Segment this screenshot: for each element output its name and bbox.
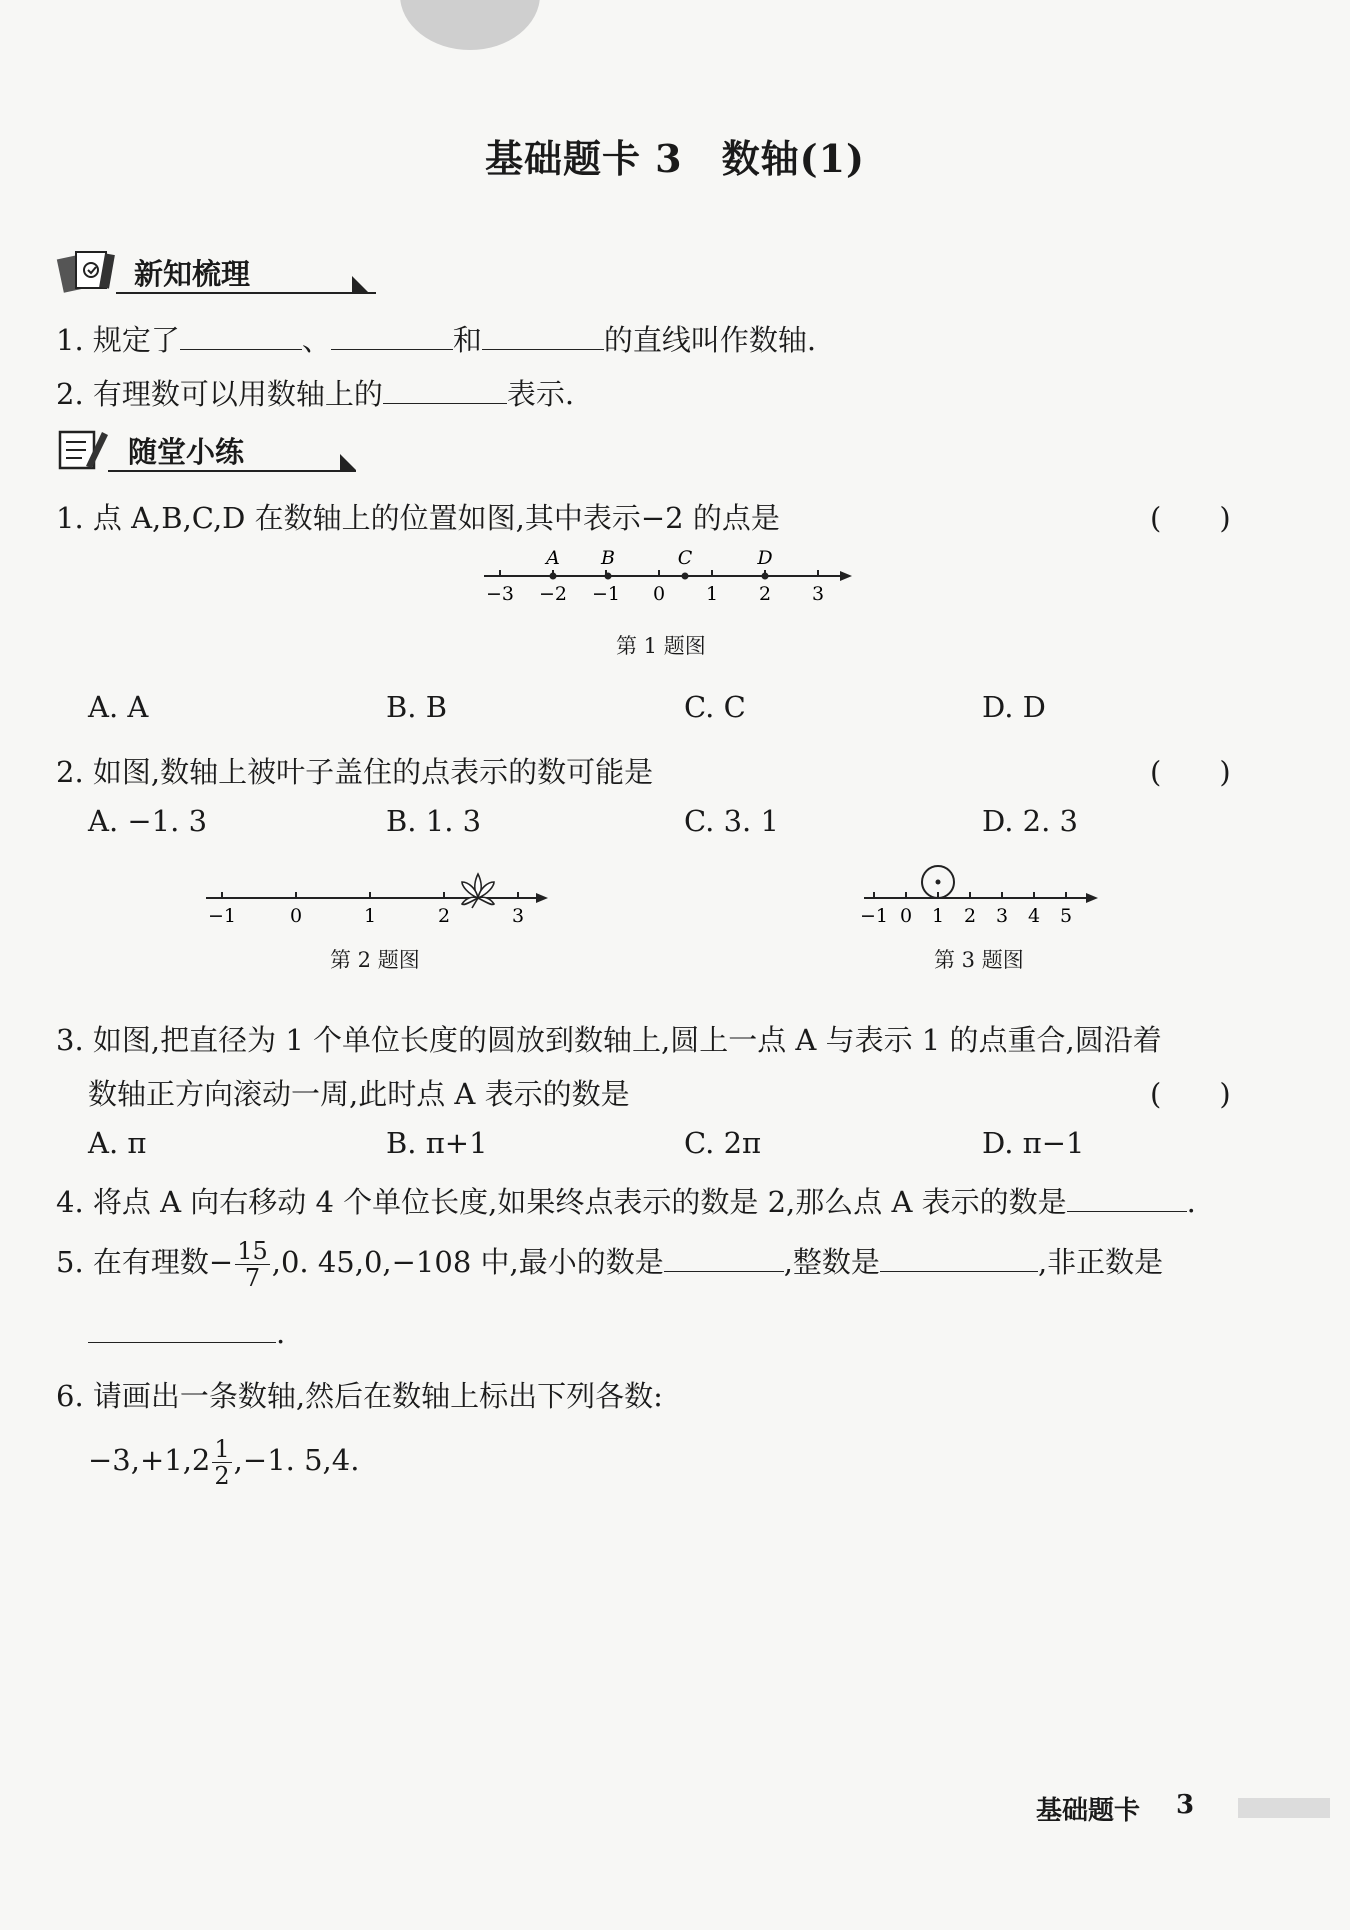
option-a[interactable]: A. π — [88, 1126, 147, 1160]
option-d[interactable]: D. 2. 3 — [982, 804, 1078, 838]
answer-parentheses[interactable]: ( ) — [1150, 755, 1231, 789]
number-line-figure-3 — [860, 852, 1100, 932]
tick-label: 2 — [758, 583, 772, 605]
section-label: 随堂小练 — [128, 435, 245, 469]
option-b[interactable]: B. π+1 — [386, 1126, 488, 1160]
section-triangle — [340, 454, 356, 470]
axis-arrow — [1086, 893, 1098, 903]
option-d[interactable]: D. π−1 — [982, 1126, 1085, 1160]
point-b — [605, 573, 612, 580]
answer-parentheses[interactable]: ( ) — [1150, 1077, 1231, 1111]
axis-arrow — [536, 893, 548, 903]
figure-caption: 第 2 题图 — [330, 948, 420, 972]
number-line-figure-1 — [478, 546, 858, 608]
cards-icon — [56, 248, 118, 294]
footer-label: 基础题卡 — [1036, 1796, 1141, 1826]
tick-label: −1 — [207, 905, 237, 927]
point-label: A — [546, 547, 560, 569]
section-underline — [116, 292, 376, 294]
tick-label: 0 — [289, 905, 303, 927]
point-label: D — [757, 547, 773, 569]
section-header-new-knowledge — [56, 246, 326, 298]
answer-blank-nonpositive[interactable] — [88, 1312, 276, 1343]
question-5-text-line-2: . — [88, 1312, 285, 1350]
point-c — [682, 573, 689, 580]
tick-label: 1 — [363, 905, 377, 927]
answer-blank[interactable] — [1067, 1181, 1187, 1212]
tick-label: −1 — [860, 905, 889, 927]
axis-arrow — [840, 571, 852, 581]
answer-blank[interactable] — [331, 319, 453, 350]
answer-parentheses[interactable]: ( ) — [1150, 501, 1231, 535]
question-2-text: 2. 如图,数轴上被叶子盖住的点表示的数可能是 — [56, 755, 654, 789]
tick-label: 0 — [899, 905, 913, 927]
answer-blank-smallest[interactable] — [664, 1241, 784, 1272]
tick-label: −1 — [591, 583, 621, 605]
option-c[interactable]: C. 2π — [684, 1126, 762, 1160]
tick-label: −2 — [538, 583, 568, 605]
footer-bar — [1238, 1798, 1330, 1818]
option-c[interactable]: C. C — [684, 690, 746, 724]
option-d[interactable]: D. D — [982, 690, 1046, 724]
option-c[interactable]: C. 3. 1 — [684, 804, 779, 838]
tick-label: 2 — [437, 905, 451, 927]
question-3-text-line-1: 3. 如图,把直径为 1 个单位长度的圆放到数轴上,圆上一点 A 与表示 1 的点重合,圆沿着 — [56, 1023, 1162, 1057]
point-label: B — [601, 547, 615, 569]
tick-label: 4 — [1027, 905, 1041, 927]
answer-blank[interactable] — [383, 373, 507, 404]
question-3-text-line-2: 数轴正方向滚动一周,此时点 A 表示的数是 — [88, 1077, 630, 1111]
tick-label: 0 — [652, 583, 666, 605]
figure-caption: 第 3 题图 — [934, 948, 1024, 972]
option-b[interactable]: B. B — [386, 690, 448, 724]
tick-label: 5 — [1059, 905, 1073, 927]
tick-label: 1 — [931, 905, 945, 927]
tick-label: 3 — [511, 905, 525, 927]
point-a — [550, 573, 557, 580]
knowledge-item-2: 2. 有理数可以用数轴上的 表示. — [56, 372, 574, 413]
point-d — [762, 573, 769, 580]
question-6-numbers: −3,+1,2 $\frac{1}{2}$ ,−1. 5,4. — [88, 1434, 360, 1490]
fraction: $\frac{1}{2}$ — [214, 1434, 230, 1490]
point-label: C — [677, 547, 693, 569]
tick-label: 2 — [963, 905, 977, 927]
question-5-text: 5. 在有理数− $\frac{15}{7}$ ,0. 45,0,−108 中,最小的数是 ,整数是 ,非正数是 — [56, 1236, 1164, 1292]
section-header-practice — [56, 424, 326, 476]
section-label: 新知梳理 — [134, 257, 251, 291]
option-a[interactable]: A. −1. 3 — [88, 804, 208, 838]
option-a[interactable]: A. A — [88, 690, 149, 724]
tick-label: 3 — [995, 905, 1009, 927]
question-4-text: 4. 将点 A 向右移动 4 个单位长度,如果终点表示的数是 2,那么点 A 表示的数是 . — [56, 1180, 1196, 1221]
notebook-pen-icon — [56, 426, 118, 472]
tick-label: −3 — [485, 583, 515, 605]
fraction: $\frac{15}{7}$ — [237, 1236, 268, 1292]
answer-blank[interactable] — [482, 319, 604, 350]
question-1-text: 1. 点 A,B,C,D 在数轴上的位置如图,其中表示−2 的点是 — [56, 501, 780, 535]
section-triangle — [352, 276, 368, 292]
section-underline — [108, 470, 356, 472]
page-title: 基础题卡 3 数轴(1) — [484, 136, 866, 181]
answer-blank[interactable] — [180, 319, 302, 350]
answer-blank-integers[interactable] — [880, 1241, 1038, 1272]
question-6-text: 6. 请画出一条数轴,然后在数轴上标出下列各数: — [56, 1379, 663, 1413]
option-b[interactable]: B. 1. 3 — [386, 804, 482, 838]
tick-label: 1 — [705, 583, 719, 605]
knowledge-item-1: 1. 规定了 、 和 的直线叫作数轴. — [56, 318, 816, 359]
figure-caption: 第 1 题图 — [616, 634, 706, 658]
page-number: 3 — [1176, 1790, 1195, 1820]
number-line-figure-2 — [200, 868, 550, 930]
scan-artifact — [400, 0, 540, 50]
leaf-icon — [462, 874, 494, 908]
circle-center — [936, 880, 941, 885]
tick-label: 3 — [811, 583, 825, 605]
